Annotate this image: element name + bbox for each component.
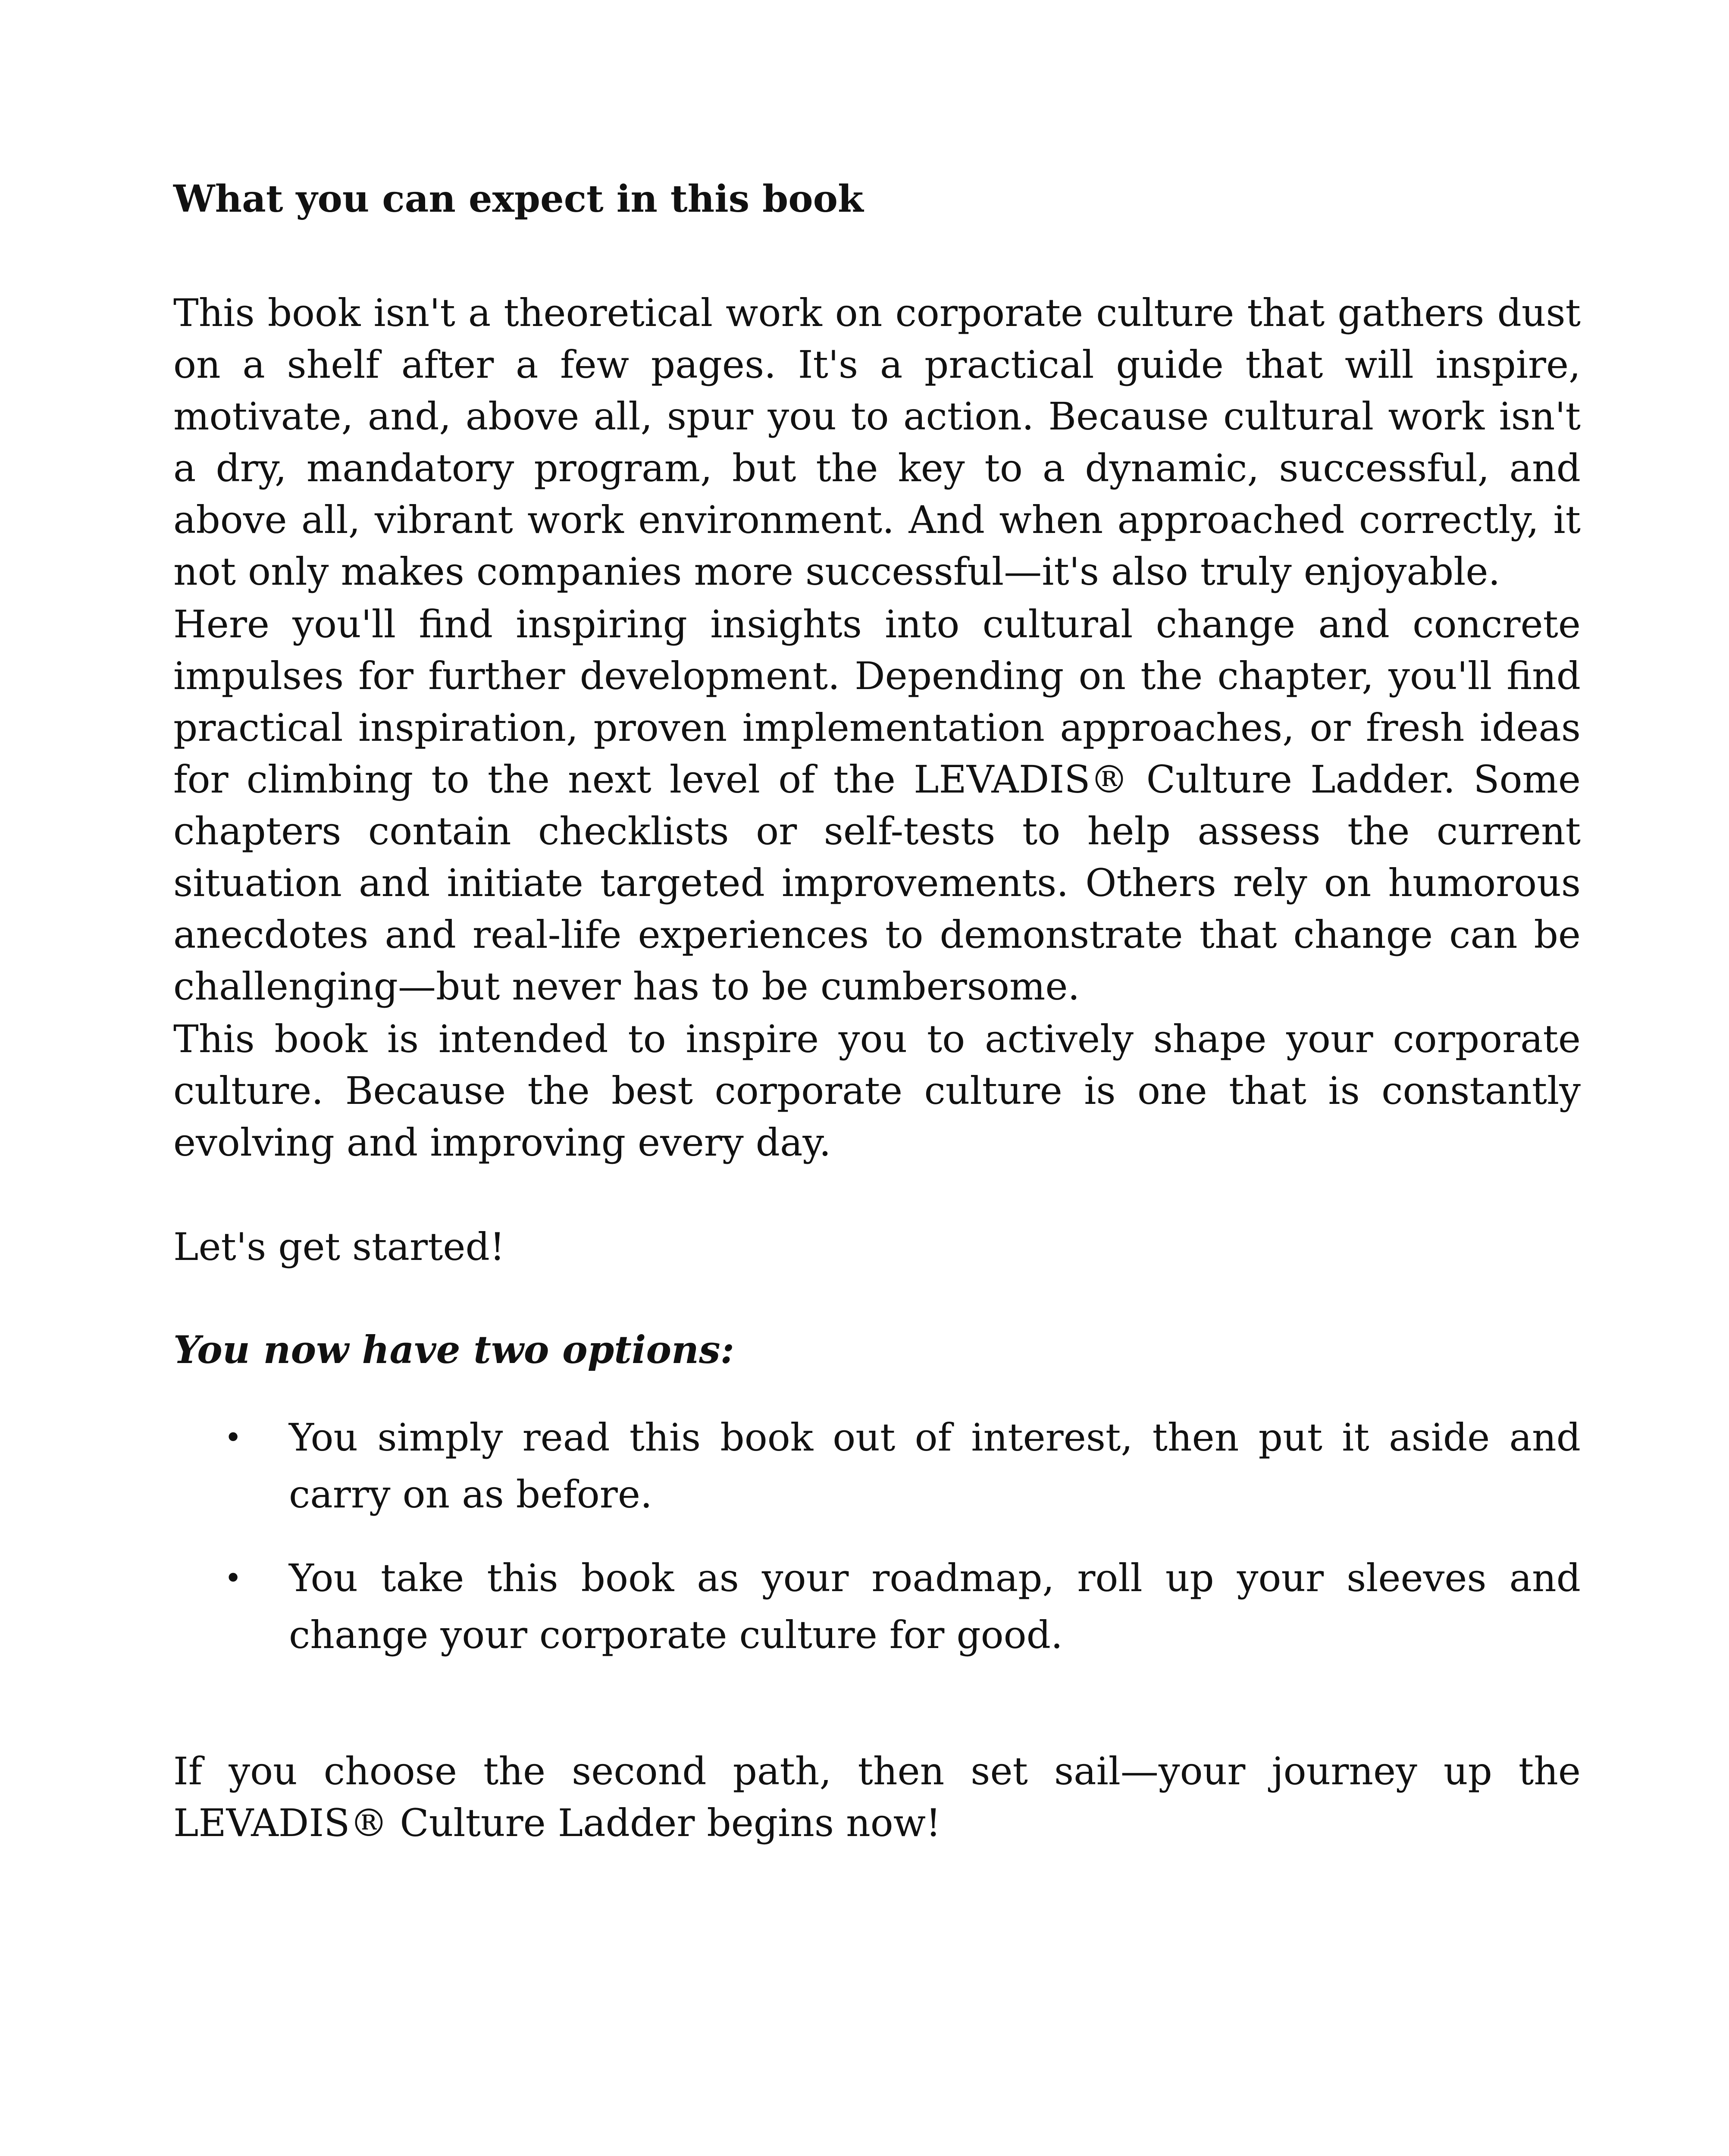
options-heading: You now have two options: (173, 1327, 735, 1372)
section-heading: What you can expect in this book (173, 177, 864, 221)
closing-paragraph: If you choose the second path, then set sail—your journey up the LEVADIS® Culture Ladder begins now! (173, 1749, 1581, 1845)
insights-paragraph: Here you'll find inspiring insights into cultural change and concrete impulses for further development. Depending on the chapter, you'll find practical inspiration, proven implementation approaches, or fresh ideas for climbing to the next level of the LEVADIS® Culture Ladder. Some chapters contain checklists or self-tests to help assess the current situation and initiate targeted improvements. Others rely on humorous anecdotes and real-life experiences to demonstrate that change can be challenging—but never has to be cumbersome. (173, 602, 1581, 1009)
bullet-icon: • (224, 1561, 242, 1596)
intro-paragraph: This book isn't a theoretical work on corporate culture that gathers dust on a shelf after a few pages. It's a practical guide that will inspire, motivate, and, above all, spur you to action. Because cultural work isn't a dry, mandatory program, but the key to a dynamic, successful, and above all, vibrant work environment. And when approached correctly, it not only makes companies more successful—it's also truly enjoyable. (173, 291, 1581, 594)
bullet-icon: • (224, 1420, 242, 1455)
option-text: You simply read this book out of interest, then put it aside and carry on as before. (289, 1415, 1581, 1517)
start-paragraph: Let's get started! (173, 1225, 505, 1269)
options-list (173, 1409, 1581, 1690)
option-item-roadmap (173, 1550, 1581, 1664)
purpose-paragraph: This book is intended to inspire you to actively shape your corporate culture. Because the best corporate culture is one that is constantly evolving and improving every day. (173, 1017, 1581, 1165)
option-text: You take this book as your roadmap, roll up your sleeves and change your corporate culture for good. (289, 1556, 1581, 1657)
option-item-read (173, 1409, 1581, 1523)
